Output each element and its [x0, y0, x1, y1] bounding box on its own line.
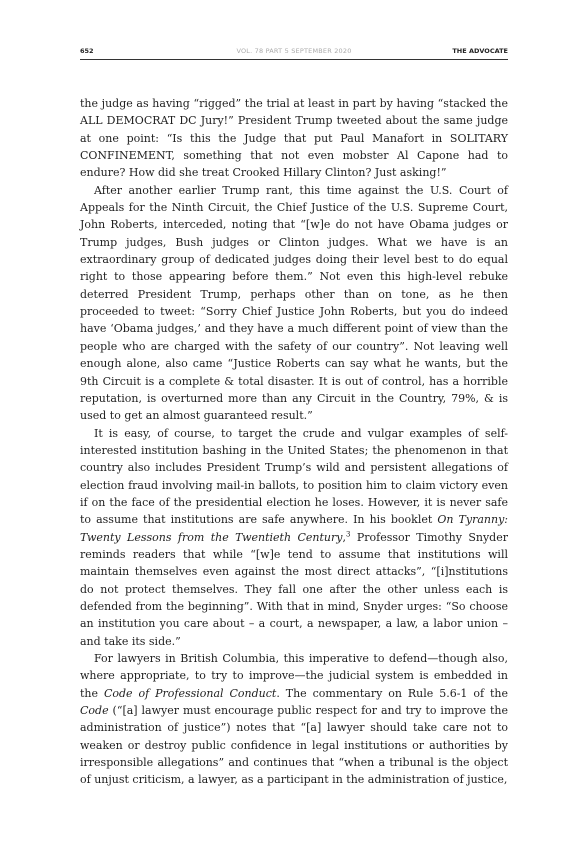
paragraph-2: After another earlier Trump rant, this time against the U.S. Court of Appeals for the Ninth Circuit, the Chief Justice of the U.S. Supreme Court, John Roberts, interceded, noting that “[w]e do not have Obama judges or Trump judges, Bush judges or Clinton judges. What we have is an extraordinary group of dedicated judges doing their level best to do equal right to those appearing before them.” Not even this high-level rebuke deterred President Trump, perhaps other than on tone, as he then proceeded to tweet: “Sorry Chief Justice John Roberts, but you do indeed have ‘Obama judges,’ and they have a much different point of view than the people who are charged with the safety of our country”. Not leaving well enough alone, also came “Justice Roberts can say what he wants, but the 9th Circuit is a complete & total disaster. It is out of control, has a horrible reputation, is overturned more than any Circuit in the Country, 79%, & is used to get an almost guaranteed result.” [80, 183, 508, 423]
paragraph-4 [80, 650, 508, 789]
paragraph-3-text-b: , [342, 530, 346, 544]
paragraph-3-text-c: Professor Timothy Snyder reminds readers that while “[w]e tend to assume that institutions will maintain themselves even against the most direct attacks”, “[i]nstitutions do not protect themselves. They fall one after the other unless each is defended from the beginning”. With that in mind, Snyder urges: “So choose an institution you care about – a court, a newspaper, a law, a labor union – and take its side.” [80, 530, 508, 648]
paragraph-1: the judge as having “rigged” the trial at least in part by having “stacked the ALL DEMOCRAT DC Jury!” President Trump tweeted about the same judge at one point: “Is this the Judge that put Paul Manafort in SOLITARY CONFINEMENT, something that not even mobster Al Capone had to endure? How did she treat Crooked Hillary Clinton? Just asking!” [80, 97, 508, 180]
running-header [80, 45, 508, 57]
code-short-title: Code [80, 704, 109, 718]
paragraph-4-text-b: . The commentary on Rule 5.6-1 of the [276, 686, 508, 700]
footnote-ref-3[interactable]: 3 [345, 529, 351, 538]
header-rule [80, 59, 508, 60]
article-body [80, 95, 508, 789]
paragraph-3 [80, 425, 508, 650]
journal-title: THE ADVOCATE [452, 47, 508, 55]
paragraph-3-text-a: It is easy, of course, to target the crude and vulgar examples of self-interested institution bashing in the United States; the phenomenon in that country also includes President Trump’s wild and persistent allegations of election fraud involving mail-in ballots, to position him to claim victory even if on the face of the presidential election he loses. However, it is never safe to assume that institutions are safe anywhere. In his booklet [80, 426, 508, 527]
book-title: On Tyranny: Twenty Lessons from the Twentieth Century [80, 513, 509, 544]
code-title: Code of Professional Conduct [103, 686, 277, 700]
paragraph-4-text-c: (“[a] lawyer must encourage public respect for and try to improve the administration of justice”) notes that “[a] lawyer should take care not to weaken or destroy public confidence in legal institutions or authorities by irresponsible allegations” and continues that “when a tribunal is the object of unjust criticism, a lawyer, as a participant in the administration of justice, [80, 704, 508, 787]
paragraph-4-text-a: For lawyers in British Columbia, this imperative to defend—though also, where appropriate, to try to improve—the judicial system is embedded in the [80, 652, 508, 700]
page-number: 652 [80, 47, 94, 55]
issue-info: VOL. 78 PART 5 SEPTEMBER 2020 [236, 47, 352, 55]
